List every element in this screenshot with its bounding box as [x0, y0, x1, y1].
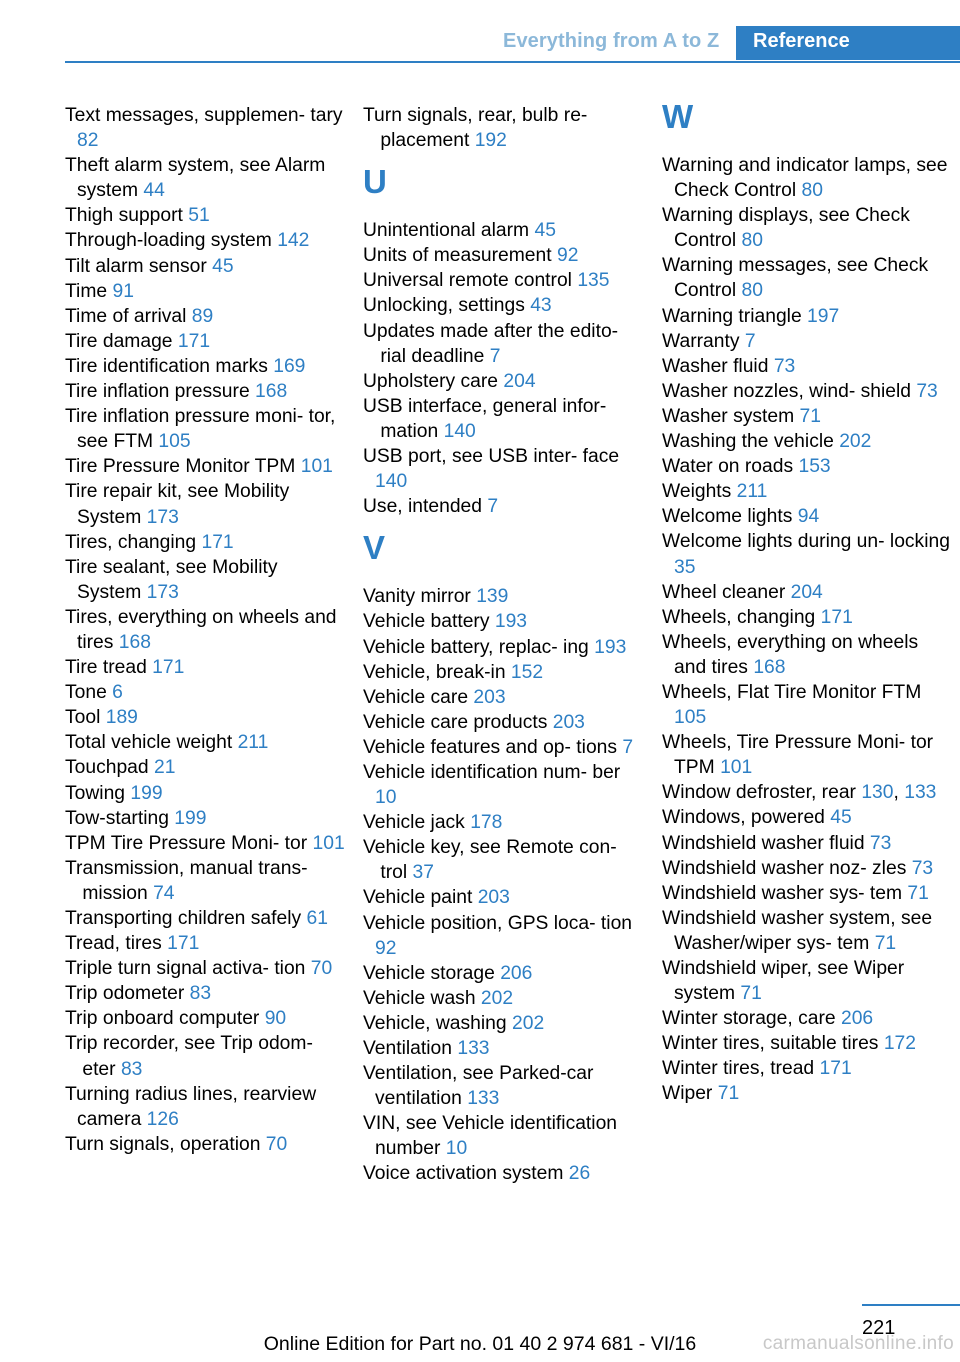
index-term: Voice activation system: [363, 1163, 569, 1185]
index-entry: [363, 218, 643, 243]
watermark: carmanualsonline.info: [762, 1333, 954, 1354]
index-entry: [363, 961, 643, 986]
index-entry: [65, 379, 345, 404]
edition-note: Online Edition for Part no. 01 40 2 974 681 - VI/16: [263, 1333, 697, 1355]
index-term: Wheels, Tire Pressure Moni- tor TPM: [662, 732, 934, 779]
index-term: Windshield wiper, see Wiper system: [662, 958, 905, 1005]
index-column-3: [662, 98, 952, 1107]
index-term: Vanity mirror: [363, 586, 477, 608]
page-link[interactable]: 171: [152, 657, 185, 679]
index-entry: [363, 394, 643, 444]
page-link[interactable]: 203: [552, 711, 585, 733]
index-entry: [65, 228, 345, 253]
page-link[interactable]: 204: [790, 581, 823, 603]
index-entry: [662, 304, 952, 329]
index-entry: [65, 956, 345, 981]
page-link[interactable]: 133: [467, 1088, 500, 1110]
index-term: Tires, changing: [65, 531, 202, 553]
index-entry: [363, 444, 643, 494]
index-term: Welcome lights during un- locking: [662, 531, 950, 553]
page-number: 221: [862, 1317, 896, 1339]
page-link[interactable]: 193: [594, 636, 627, 658]
page-link[interactable]: 197: [807, 305, 840, 327]
index-term: Tire damage: [65, 330, 178, 352]
index-term: Warning and indicator lamps, see Check Control: [662, 155, 948, 202]
index-entry: [662, 529, 952, 579]
index-term: Washer system: [662, 405, 800, 427]
page-link[interactable]: 206: [500, 962, 533, 984]
page-link[interactable]: 135: [577, 270, 610, 292]
index-entry: [65, 730, 345, 755]
page-link[interactable]: 7: [489, 345, 501, 367]
index-entry: [662, 1056, 952, 1081]
index-entry: [662, 1006, 952, 1031]
index-entry: Window defroster, rear 130, 133: [662, 782, 937, 804]
index-entry: [363, 293, 643, 318]
page-link[interactable]: 70: [310, 958, 333, 980]
page-link[interactable]: 172: [883, 1033, 916, 1055]
page-link[interactable]: 90: [264, 1008, 287, 1030]
index-term: Washer nozzles, wind- shield: [662, 380, 917, 402]
index-entry: [363, 1111, 643, 1161]
index-entry: [65, 279, 345, 304]
index-term: Vehicle, break-in: [363, 661, 511, 683]
page-link[interactable]: 211: [736, 481, 768, 503]
page-link[interactable]: 74: [153, 882, 175, 904]
index-entry: [363, 609, 643, 634]
index-entry: [662, 856, 952, 881]
index-entry: [662, 153, 952, 203]
index-term: Transmission, manual trans- mission: [65, 857, 308, 904]
index-term: Vehicle wash: [363, 987, 481, 1009]
index-term: Use, intended: [363, 496, 488, 518]
section-letter: V: [363, 529, 386, 567]
index-entry: [662, 730, 952, 780]
index-term: Towing: [65, 782, 131, 804]
index-term: Triple turn signal activa- tion: [65, 958, 311, 980]
index-term: Wheels, changing: [662, 606, 821, 628]
page-link[interactable]: 199: [130, 782, 163, 804]
index-entry: [65, 404, 345, 454]
index-entry: [662, 580, 952, 605]
index-entry: [363, 243, 643, 268]
page-link[interactable]: 71: [907, 882, 929, 904]
page-link[interactable]: 37: [412, 862, 434, 884]
index-term: Winter tires, suitable tires: [662, 1033, 884, 1055]
index-entry: [662, 454, 952, 479]
index-term: Vehicle paint: [363, 887, 478, 909]
index-term: Washing the vehicle: [662, 431, 840, 453]
page-link[interactable]: 202: [512, 1012, 545, 1034]
index-entry: [363, 494, 643, 519]
index-term: Updates made after the edito- rial deadline: [363, 320, 619, 367]
index-entry: [363, 103, 643, 153]
index-entry: [363, 710, 643, 735]
index-term: Vehicle position, GPS loca- tion: [363, 912, 633, 934]
page-link[interactable]: 173: [146, 581, 179, 603]
index-entry: [65, 354, 345, 379]
page-link[interactable]: 199: [174, 807, 207, 829]
index-term: USB interface, general infor- mation: [363, 395, 607, 442]
page-link[interactable]: 10: [445, 1138, 468, 1160]
index-term: Tire identification marks: [65, 355, 274, 377]
page-link[interactable]: 71: [740, 983, 762, 1005]
index-entry: [662, 253, 952, 303]
index-entry: [65, 454, 345, 479]
page-link[interactable]: 171: [177, 330, 211, 352]
index-entry: [65, 530, 345, 555]
index-term: Vehicle storage: [363, 962, 501, 984]
letter-spacer: [363, 153, 643, 168]
page-link[interactable]: 211: [237, 732, 269, 754]
page-link[interactable]: 80: [741, 280, 763, 302]
index-entry: [363, 885, 643, 910]
page-link[interactable]: 80: [801, 180, 823, 202]
index-term: Window defroster, rear: [662, 782, 862, 804]
page-link[interactable]: 10: [375, 787, 397, 809]
section-letter: W: [662, 98, 694, 135]
index-term: Transporting children safely: [65, 908, 307, 929]
page-link[interactable]: 130: [861, 782, 894, 804]
index-entry: [65, 931, 345, 956]
index-entry: [65, 705, 345, 730]
index-entry: [662, 831, 952, 856]
index-entry: [662, 630, 952, 680]
index-entry: [65, 831, 345, 856]
header-section-title: Everything from A to Z: [503, 30, 720, 52]
index-entry: [363, 735, 643, 760]
page-link[interactable]: 192: [474, 130, 507, 152]
index-entry: [65, 1031, 345, 1081]
page-link[interactable]: 206: [840, 1008, 874, 1030]
footer-rule: [862, 1304, 960, 1306]
index-term: Unlocking, settings: [363, 295, 531, 317]
index-term: Tires, everything on wheels and tires: [65, 606, 337, 653]
index-entry: [662, 329, 952, 354]
page-link[interactable]: 152: [510, 661, 544, 683]
index-term: Vehicle care: [363, 686, 474, 708]
index-term: Vehicle, washing: [363, 1012, 512, 1034]
page-link[interactable]: 45: [534, 220, 556, 242]
page-link[interactable]: 140: [443, 420, 476, 442]
index-term: Vehicle features and op- tions: [363, 736, 623, 758]
index-term: Time: [65, 280, 113, 302]
page-link[interactable]: 71: [799, 405, 821, 427]
page-link[interactable]: 168: [255, 381, 288, 403]
index-term: Universal remote control: [363, 270, 578, 292]
page-link[interactable]: 203: [473, 686, 506, 708]
index-term: Unintentional alarm: [363, 220, 535, 242]
index-term: Wheels, everything on wheels and tires: [662, 631, 919, 678]
index-term: Total vehicle weight: [65, 732, 238, 754]
page-link[interactable]: 7: [744, 330, 756, 352]
index-term: Touchpad: [65, 757, 154, 779]
page-link[interactable]: 105: [158, 431, 191, 453]
index-entry: [363, 584, 643, 609]
page-link[interactable]: 171: [201, 531, 234, 553]
page-link[interactable]: 6: [112, 682, 123, 704]
index-entry: [363, 835, 643, 885]
index-term: Ventilation, see Parked-car ventilation: [363, 1063, 594, 1110]
index-term: Washer fluid: [662, 355, 774, 377]
index-term: Units of measurement: [363, 245, 557, 267]
index-term: Upholstery care: [363, 370, 504, 392]
index-entry: [363, 369, 643, 394]
page-link[interactable]: 44: [143, 180, 165, 202]
page-link[interactable]: 101: [720, 757, 753, 779]
index-entry: [662, 404, 952, 429]
index-term: Vehicle key, see Remote con- trol: [363, 837, 617, 884]
page-link[interactable]: 101: [300, 456, 333, 478]
index-entry: [65, 856, 345, 906]
page-link[interactable]: 169: [273, 355, 306, 377]
index-term: Text messages, supplemen- tary: [65, 105, 343, 126]
index-entry: [662, 906, 952, 956]
index-term: Winter storage, care: [662, 1008, 841, 1030]
page-link[interactable]: 101: [312, 832, 345, 854]
page-link[interactable]: 26: [568, 1163, 591, 1185]
index-term: Water on roads: [662, 456, 799, 478]
index-term: Vehicle battery, replac- ing: [363, 636, 595, 658]
page-link[interactable]: 189: [105, 707, 138, 729]
index-term: Tone: [65, 682, 113, 704]
index-entry: [65, 680, 345, 705]
index-entry: [363, 1011, 643, 1036]
index-entry: [662, 379, 952, 404]
page-link[interactable]: 173: [146, 506, 179, 528]
page-link[interactable]: 133: [457, 1038, 490, 1059]
index-term: Winter tires, tread: [662, 1058, 820, 1080]
index-entry: [65, 1132, 345, 1157]
index-entry: [65, 555, 345, 605]
page-link[interactable]: 171: [167, 933, 200, 955]
index-term: Warning displays, see Check Control: [662, 205, 910, 252]
index-term: Tow-starting: [65, 807, 175, 829]
index-term: Warning messages, see Check Control: [662, 255, 929, 302]
index-entry: [363, 911, 643, 961]
page-link[interactable]: 61: [306, 908, 328, 929]
index-entry: [662, 479, 952, 504]
index-column-2: [363, 103, 643, 1187]
index-term: Vehicle battery: [363, 611, 495, 633]
index-term: Vehicle care products: [363, 711, 553, 733]
index-entry: [363, 1036, 643, 1061]
index-term: Windshield washer noz- zles: [662, 857, 912, 879]
index-entry: [662, 805, 952, 830]
page-link[interactable]: 21: [153, 757, 176, 779]
page-link[interactable]: 94: [797, 506, 820, 528]
page-link[interactable]: 126: [146, 1108, 179, 1130]
index-term: Tool: [65, 707, 106, 729]
page-link[interactable]: 193: [494, 611, 528, 633]
index-entry: [662, 956, 952, 1006]
index-entry: [363, 986, 643, 1011]
index-entry: [363, 268, 643, 293]
header-tab-reference: Reference: [736, 26, 960, 60]
index-term: Windshield washer sys- tem: [662, 882, 908, 904]
index-term: Thigh support: [65, 205, 189, 227]
section-letter: U: [363, 163, 387, 201]
index-entry: [65, 1006, 345, 1031]
page-link[interactable]: 202: [839, 431, 872, 453]
index-term: Ventilation: [363, 1038, 458, 1059]
index-term: Wiper: [662, 1083, 718, 1105]
index-entry: [65, 1082, 345, 1132]
index-term: Turn signals, operation: [65, 1133, 266, 1155]
index-term: Tire tread: [65, 657, 153, 679]
index-term: Wheels, Flat Tire Monitor FTM: [662, 681, 922, 703]
index-entry: [65, 479, 345, 529]
page-link[interactable]: 83: [120, 1058, 143, 1080]
page-link[interactable]: 203: [477, 887, 510, 909]
index-term: Tire repair kit, see Mobility System: [65, 481, 290, 528]
page-link[interactable]: 7: [487, 496, 499, 518]
index-term: Through-loading system: [65, 230, 278, 252]
index-entry: [65, 605, 345, 655]
index-term: Tilt alarm sensor: [65, 255, 213, 277]
index-entry: [65, 981, 345, 1006]
page-link[interactable]: 140: [375, 471, 408, 493]
page-link[interactable]: 92: [556, 245, 579, 267]
page-link[interactable]: 133: [904, 782, 937, 804]
page-link[interactable]: 168: [118, 631, 151, 653]
index-term: Turning radius lines, rearview camera: [65, 1083, 317, 1130]
index-term: Welcome lights: [662, 506, 798, 528]
index-term: Tire inflation pressure moni- tor, see FTM: [65, 406, 336, 453]
index-entry: [65, 203, 345, 228]
page-link[interactable]: 92: [375, 937, 397, 959]
index-term: Vehicle jack: [363, 812, 471, 834]
header-rule: [65, 61, 960, 63]
index-entry: [662, 1081, 952, 1106]
page-link[interactable]: 91: [112, 280, 134, 302]
index-term: Windshield washer system, see Washer/wiper sys- tem: [662, 907, 933, 954]
page-link[interactable]: 73: [773, 355, 796, 377]
index-entry: [65, 781, 345, 806]
page-link[interactable]: 71: [874, 932, 897, 954]
index-entry: [662, 203, 952, 253]
page-link[interactable]: 73: [916, 380, 938, 402]
page-link[interactable]: 71: [717, 1083, 740, 1105]
page-link[interactable]: 83: [189, 983, 212, 1005]
page-link[interactable]: 45: [830, 807, 852, 829]
page-link[interactable]: 35: [674, 556, 696, 578]
page-link[interactable]: 171: [820, 606, 853, 628]
index-entry: [363, 1061, 643, 1111]
index-entry: [363, 685, 643, 710]
index-entry: [662, 1031, 952, 1056]
page-link[interactable]: 171: [819, 1058, 852, 1080]
page-link[interactable]: 178: [470, 812, 503, 834]
page-link[interactable]: 202: [480, 987, 514, 1009]
page-link[interactable]: 142: [277, 230, 310, 252]
index-term: Weights: [662, 481, 737, 503]
index-entry: [662, 680, 952, 730]
index-entry: [662, 504, 952, 529]
page-link[interactable]: 204: [503, 370, 536, 392]
index-entry: [65, 153, 345, 203]
index-term: Trip onboard computer: [65, 1008, 265, 1030]
index-entry: [363, 660, 643, 685]
index-entry: [662, 605, 952, 630]
index-entry: [363, 319, 643, 369]
page-link[interactable]: 73: [911, 857, 934, 879]
index-term: Trip odometer: [65, 983, 190, 1005]
page-link[interactable]: 105: [674, 707, 707, 729]
page-link[interactable]: 43: [530, 295, 552, 317]
index-entry: [662, 429, 952, 454]
index-term: Tire sealant, see Mobility System: [65, 556, 278, 603]
page-link[interactable]: 45: [212, 255, 234, 277]
index-entry: [662, 354, 952, 379]
index-entry: [363, 635, 643, 660]
index-term: Windshield washer fluid: [662, 832, 870, 854]
index-entry: [65, 755, 345, 780]
letter-spacer: [363, 519, 643, 534]
index-term: Trip recorder, see Trip odom- eter: [65, 1033, 313, 1080]
index-term: Time of arrival: [65, 305, 192, 327]
page-link[interactable]: 153: [798, 456, 831, 478]
index-entry: [363, 1161, 643, 1186]
page-link[interactable]: 51: [188, 205, 210, 227]
index-term: Turn signals, rear, bulb re- placement: [363, 105, 588, 152]
page-link[interactable]: 82: [77, 130, 99, 152]
index-term: Tire Pressure Monitor TPM: [65, 456, 301, 478]
page-link[interactable]: 139: [476, 586, 509, 608]
index-term: Tire inflation pressure: [65, 381, 256, 403]
page-link[interactable]: 70: [265, 1133, 288, 1155]
index-entry: [65, 655, 345, 680]
page-link[interactable]: 89: [191, 305, 214, 327]
index-term: Wheel cleaner: [662, 581, 791, 603]
index-entry: [363, 810, 643, 835]
index-entry: [65, 304, 345, 329]
index-term: Vehicle identification num- ber: [363, 761, 621, 783]
index-entry: [65, 254, 345, 279]
page-link[interactable]: 7: [622, 736, 634, 758]
page-link[interactable]: 73: [869, 832, 892, 854]
index-term: VIN, see Vehicle identification number: [363, 1113, 618, 1160]
index-term: Theft alarm system, see Alarm system: [65, 155, 326, 202]
index-term: USB port, see USB inter- face: [363, 446, 620, 468]
index-column-1: [65, 103, 345, 1157]
index-entry: [65, 806, 345, 831]
index-entry: [65, 329, 345, 354]
index-entry: [65, 906, 345, 931]
index-entry: [363, 760, 643, 810]
index-entry: [65, 103, 345, 153]
index-term: Windows, powered: [662, 807, 831, 829]
index-term: Tread, tires: [65, 933, 168, 955]
page-link[interactable]: 168: [753, 656, 786, 678]
index-term: TPM Tire Pressure Moni- tor: [65, 832, 313, 854]
index-term: Warranty: [662, 330, 745, 352]
index-term: Warning triangle: [662, 305, 808, 327]
index-entry: [662, 881, 952, 906]
page-link[interactable]: 80: [741, 230, 763, 252]
